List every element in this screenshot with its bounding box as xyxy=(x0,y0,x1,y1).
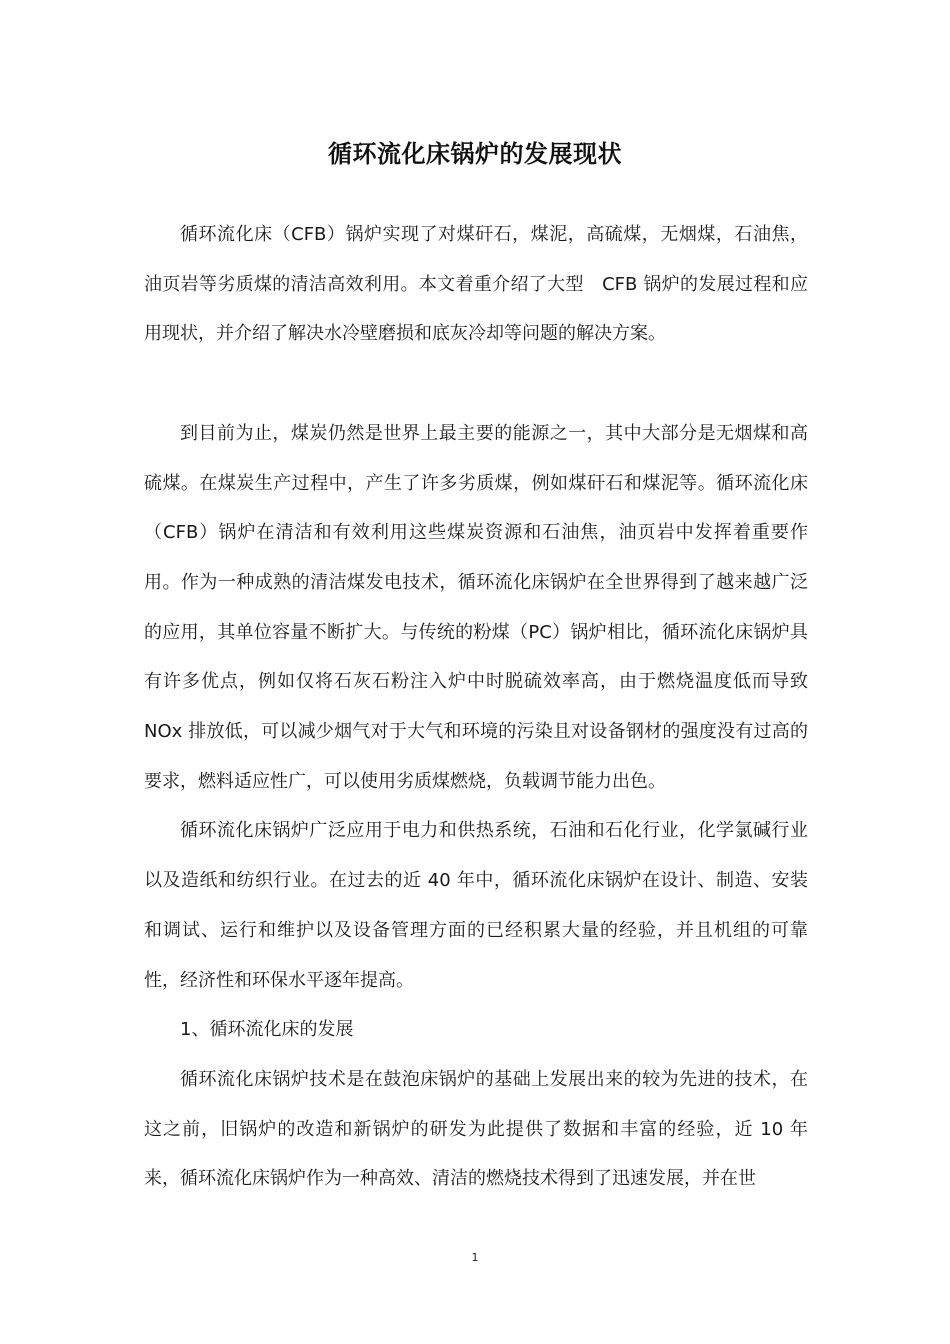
page-number: 1 xyxy=(471,1251,479,1264)
paragraph-intro: 到目前为止，煤炭仍然是世界上最主要的能源之一，其中大部分是无烟煤和高硫煤。在煤炭生产过程中，产生了许多劣质煤，例如煤矸石和煤泥等。循环流化床（CFB）锅炉在清洁和有效利用这些煤炭资源和石油焦，油页岩中发挥着重要作用。作为一种成熟的清洁煤发电技术，循环流化床锅炉在全世界得到了越来越广泛的应用，其单位容量不断扩大。与传统的粉煤（PC）锅炉相比，循环流化床锅炉具有许多优点，例如仅将石灰石粉注入炉中时脱硫效率高，由于燃烧温度低而导致 NOx 排放低，可以减少烟气对于大气和环境的污染且对设备钢材的强度没有过高的要求，燃料适应性广，可以使用劣质煤燃烧，负载调节能力出色。 xyxy=(144,422,808,792)
paragraph-abstract: 循环流化床（CFB）锅炉实现了对煤矸石，煤泥，高硫煤，无烟煤，石油焦，油页岩等劣质煤的清洁高效利用。本文着重介绍了大型 CFB 锅炉的发展过程和应用现状，并介绍了解决水冷壁磨损和底灰冷却等问题的解决方案。 xyxy=(144,224,808,345)
paragraph-spacer xyxy=(144,359,808,409)
section-heading-1: 1、循环流化床的发展 xyxy=(180,1019,354,1041)
paragraph-development: 循环流化床锅炉技术是在鼓泡床锅炉的基础上发展出来的较为先进的技术，在这之前，旧锅炉的改造和新锅炉的研发为此提供了数据和丰富的经验，近 10 年来，循环流化床锅炉作为一种高效、清洁的燃烧技术得到了迅速发展，并在世 xyxy=(144,1068,808,1190)
document-title: 循环流化床锅炉的发展现状 xyxy=(328,140,622,168)
document-body xyxy=(144,210,808,1204)
paragraph-applications: 循环流化床锅炉广泛应用于电力和供热系统，石油和石化行业，化学氯碱行业以及造纸和纺织行业。在过去的近 40 年中，循环流化床锅炉在设计、制造、安装和调试、运行和维护以及设备管理方面的已经积累大量的经验，并且机组的可靠性，经济性和环保水平逐年提高。 xyxy=(144,820,808,991)
